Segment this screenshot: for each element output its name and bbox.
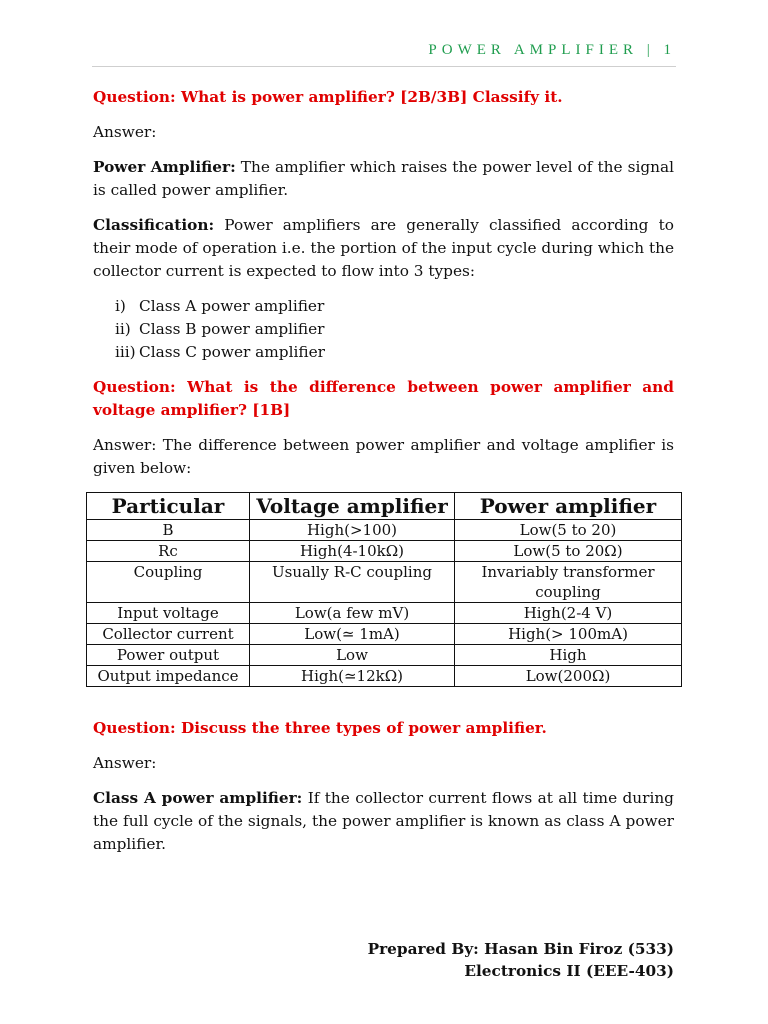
table-row xyxy=(87,520,682,541)
question-3: Question: Discuss the three types of power amplifier. xyxy=(93,719,547,737)
table-header-cell: Voltage amplifier xyxy=(250,493,455,520)
classification-text: Power amplifiers are generally classified according to their mode of operation i.e. the portion of the input cycle during which the collector current is expected to flow into 3 types: xyxy=(93,216,674,280)
answer-label-3: Answer: xyxy=(93,754,157,772)
class-a-term: Class A power amplifier: xyxy=(93,789,303,807)
list-item xyxy=(93,318,674,341)
table-cell: High(≃12kΩ) xyxy=(250,666,455,687)
table-row xyxy=(87,645,682,666)
table-cell: Invariably transformer coupling xyxy=(455,562,682,603)
list-item-label: Class B power amplifier xyxy=(139,320,325,338)
answer-label-1: Answer: xyxy=(93,123,157,141)
table-cell: Usually R-C coupling xyxy=(250,562,455,603)
list-item-number: i) xyxy=(115,297,126,315)
table-row xyxy=(87,541,682,562)
table-cell: Output impedance xyxy=(87,666,250,687)
comparison-table xyxy=(86,492,682,687)
table-row xyxy=(87,603,682,624)
table-cell: Rc xyxy=(87,541,250,562)
table-cell: Low(5 to 20) xyxy=(455,520,682,541)
list-item-label: Class C power amplifier xyxy=(139,343,325,361)
table-cell: Collector current xyxy=(87,624,250,645)
class-a-paragraph xyxy=(93,787,674,856)
table-cell: High xyxy=(455,645,682,666)
table-cell: Power output xyxy=(87,645,250,666)
table-header-row xyxy=(87,493,682,520)
table-cell: Low(5 to 20Ω) xyxy=(455,541,682,562)
list-item-label: Class A power amplifier xyxy=(139,297,325,315)
classification-term: Classification: xyxy=(93,216,215,234)
table-row xyxy=(87,562,682,603)
table-row xyxy=(87,666,682,687)
table-cell: Low(200Ω) xyxy=(455,666,682,687)
footer xyxy=(368,938,674,982)
table-cell: High(>100) xyxy=(250,520,455,541)
table-header-cell: Power amplifier xyxy=(455,493,682,520)
document-body xyxy=(93,86,674,868)
list-item xyxy=(93,341,674,364)
definition-paragraph xyxy=(93,156,674,202)
page-header: POWER AMPLIFIER | 1 xyxy=(428,42,676,58)
table-cell: Low(a few mV) xyxy=(250,603,455,624)
footer-course: Electronics II (EEE-403) xyxy=(464,962,674,980)
class-list xyxy=(93,295,674,364)
question-2: Question: What is the difference between power amplifier and voltage amplifier? [1B] xyxy=(93,378,674,419)
definition-text: The amplifier which raises the power level of the signal is called power amplifier. xyxy=(93,158,675,199)
list-item xyxy=(93,295,674,318)
table-cell: High(4-10kΩ) xyxy=(250,541,455,562)
list-item-number: iii) xyxy=(115,343,136,361)
table-cell: B xyxy=(87,520,250,541)
class-a-text: If the collector current flows at all time during the full cycle of the signals, the power amplifier is known as class A power amplifier. xyxy=(93,789,674,853)
header-rule xyxy=(92,66,676,67)
answer-2: Answer: The difference between power amplifier and voltage amplifier is given below: xyxy=(93,436,674,477)
table-header-cell: Particular xyxy=(87,493,250,520)
table-cell: High(2-4 V) xyxy=(455,603,682,624)
classification-paragraph xyxy=(93,214,674,283)
table-cell: Input voltage xyxy=(87,603,250,624)
table-cell: Low xyxy=(250,645,455,666)
list-item-number: ii) xyxy=(115,320,131,338)
definition-term: Power Amplifier: xyxy=(93,158,236,176)
table-cell: High(> 100mA) xyxy=(455,624,682,645)
footer-author: Prepared By: Hasan Bin Firoz (533) xyxy=(367,940,674,958)
table-cell: Coupling xyxy=(87,562,250,603)
question-1: Question: What is power amplifier? [2B/3B] Classify it. xyxy=(93,88,563,106)
table-cell: Low(≃ 1mA) xyxy=(250,624,455,645)
table-row xyxy=(87,624,682,645)
